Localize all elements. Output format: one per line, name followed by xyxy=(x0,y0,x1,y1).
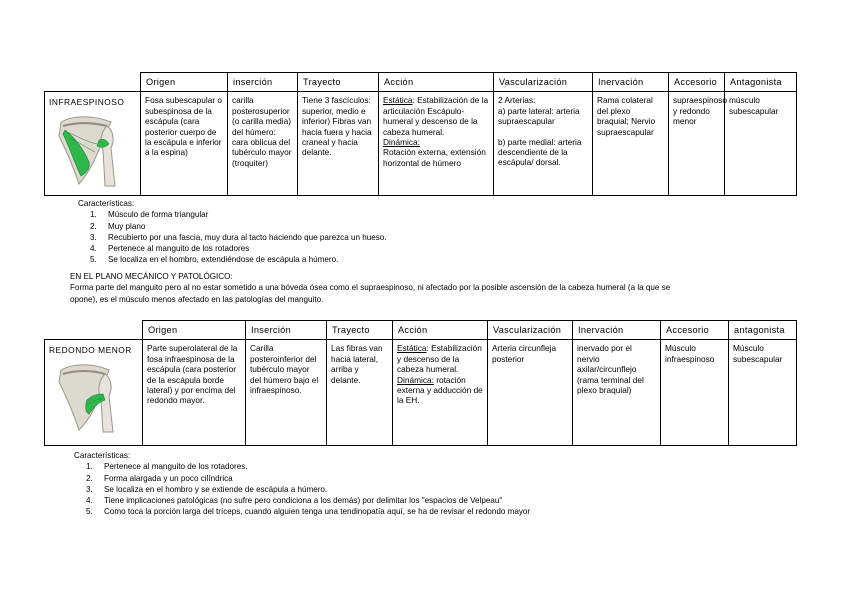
list-item: 4. Tiene implicaciones patológicas (no sufre pero condiciona a los demás) por delimitar los "espacios de Velpeau" xyxy=(86,496,503,506)
col-accesorio: Accesorio xyxy=(661,321,729,340)
list-item: 2. Forma alargada y un poco cilíndrica xyxy=(86,473,233,483)
plano-line-1: Forma parte del manguito pero al no estar sometido a una bóveda ósea como el supraespinoso, ni afectado por la posible ascensión de la cabeza humeral (a la que se xyxy=(70,283,671,293)
dinamica-text: rotación externa y adducción de la EH. xyxy=(397,374,483,406)
plano-line-2: opone), es el músculo menos afectado en las patologías del manguito. xyxy=(70,294,324,304)
vasc-intro: 2 Arterias: xyxy=(498,95,536,106)
characteristics-section-2 xyxy=(70,450,810,518)
vascularizacion-cell xyxy=(494,92,593,196)
list-item: 3. Se localiza en el hombro y se extiende de escápula a húmero. xyxy=(86,484,328,494)
estatica-text: : Estabilización de la articulación Escápulo-humeral y descenso de la cabeza humeral. xyxy=(383,95,489,137)
muscle-name: INFRAESPINOSO xyxy=(49,97,125,108)
inervacion-cell: inervado por el nervio axilar/circunflejo (rama terminal del plexo braquial) xyxy=(573,340,661,446)
list-item: 3. Recubierto por una fascia, muy dura al tacto haciendo que parezca un hueso. xyxy=(90,232,387,242)
muscle-cell xyxy=(45,92,141,196)
shoulder-illustration-infraespinoso xyxy=(53,112,119,188)
col-accion: Acción xyxy=(379,73,494,92)
plano-heading: EN EL PLANO MECÁNICO Y PATOLÓGICO: xyxy=(70,272,233,281)
col-antagonista: antagonista xyxy=(729,321,797,340)
origen-cell: Fosa subescapular o subespinosa de la escápula (cara posterior cuerpo de la escápula e inferior a la espina) xyxy=(141,92,228,196)
characteristics-list xyxy=(70,461,810,517)
header-row xyxy=(45,73,797,92)
characteristics-heading: Características: xyxy=(74,451,131,460)
characteristics-section-1 xyxy=(74,198,794,266)
origen-cell: Parte superolateral de la fosa infraespinosa de la escápula (cara posterior de la escápula borde lateral) y por encima del redondo mayor. xyxy=(143,340,246,446)
col-antagonista: Antagonista xyxy=(725,73,797,92)
insercion-cell: carilla posterosuperior (o carilla media) del húmero: cara oblicua del tubérculo mayor (troquiter) xyxy=(228,92,298,196)
inervacion-cell: Rama colateral del plexo braquial; Nervio supraescapular xyxy=(593,92,669,196)
redondo-menor-table xyxy=(44,320,797,446)
col-accesorio: Accesorio xyxy=(669,73,725,92)
insercion-cell: Carilla posteroinferior del tubérculo mayor del húmero bajo el infraespinoso. xyxy=(246,340,327,446)
vasc-a: a) parte lateral: arteria supraescapular xyxy=(498,105,580,127)
col-insercion: inserción xyxy=(228,73,298,92)
antagonista-cell: Músculo subescapular xyxy=(729,340,797,446)
antagonista-cell: músculo subescapular xyxy=(725,92,797,196)
characteristics-heading: Características: xyxy=(78,199,135,208)
accesorio-cell: Músculo infraespinoso xyxy=(661,340,729,446)
muscle-name: REDONDO MENOR xyxy=(49,345,132,356)
dinamica-label: Dinámica: xyxy=(383,137,420,148)
infraespinoso-table xyxy=(44,72,797,196)
list-item: 1. Pertenece al manguito de los rotadores. xyxy=(86,462,248,472)
col-inervacion: Inervación xyxy=(573,321,661,340)
list-item: 1. Músculo de forma triangular xyxy=(90,210,209,220)
col-vascularizacion: Vascularización xyxy=(494,73,593,92)
plano-section xyxy=(70,271,810,305)
table-row xyxy=(45,92,797,196)
list-item: 2. Muy plano xyxy=(90,221,146,231)
accesorio-cell: supraespinoso y redondo menor xyxy=(669,92,725,196)
trayecto-cell: Tiene 3 fascículos: superior, medio e inferior) Fibras van hacia fuera y hacia craneal y hacia delante. xyxy=(298,92,379,196)
shoulder-illustration-redondo-menor xyxy=(53,360,119,434)
dinamica-label: Dinámica: xyxy=(397,374,434,385)
vasc-b: b) parte medial: arteria descendiente de la escápula/ dorsal. xyxy=(498,136,582,168)
list-item: 5. Como toca la porción larga del tríceps, cuando alguien tenga una tendinopatía aquí, se ha de revisar el redondo mayor xyxy=(86,507,531,517)
col-trayecto: Trayecto xyxy=(327,321,393,340)
col-insercion: Inserción xyxy=(246,321,327,340)
estatica-text: : Estabilización y descenso de la cabeza humeral. xyxy=(397,343,482,375)
trayecto-cell: Las fibras van hacia lateral, arriba y delante. xyxy=(327,340,393,446)
table-row xyxy=(45,340,797,446)
estatica-label: Estática xyxy=(397,343,427,354)
estatica-label: Estática xyxy=(383,95,413,106)
list-item: 5. Se localiza en el hombro, extendiéndose de escápula a húmero. xyxy=(90,255,339,265)
col-inervacion: Inervación xyxy=(593,73,669,92)
col-vascularizacion: Vascularización xyxy=(488,321,573,340)
col-origen: Origen xyxy=(143,321,246,340)
col-trayecto: Trayecto xyxy=(298,73,379,92)
col-origen: Origen xyxy=(141,73,228,92)
characteristics-list xyxy=(74,209,794,265)
dinamica-text: Rotación externa, extensión horizontal de húmero xyxy=(383,147,486,168)
accion-cell xyxy=(379,92,494,196)
accion-cell xyxy=(393,340,488,446)
vascularizacion-cell: Arteria circunfleja posterior xyxy=(488,340,573,446)
header-row xyxy=(45,321,797,340)
list-item: 4. Pertenece al manguito de los rotadores xyxy=(90,244,250,254)
col-accion: Acción xyxy=(393,321,488,340)
muscle-cell xyxy=(45,340,143,446)
